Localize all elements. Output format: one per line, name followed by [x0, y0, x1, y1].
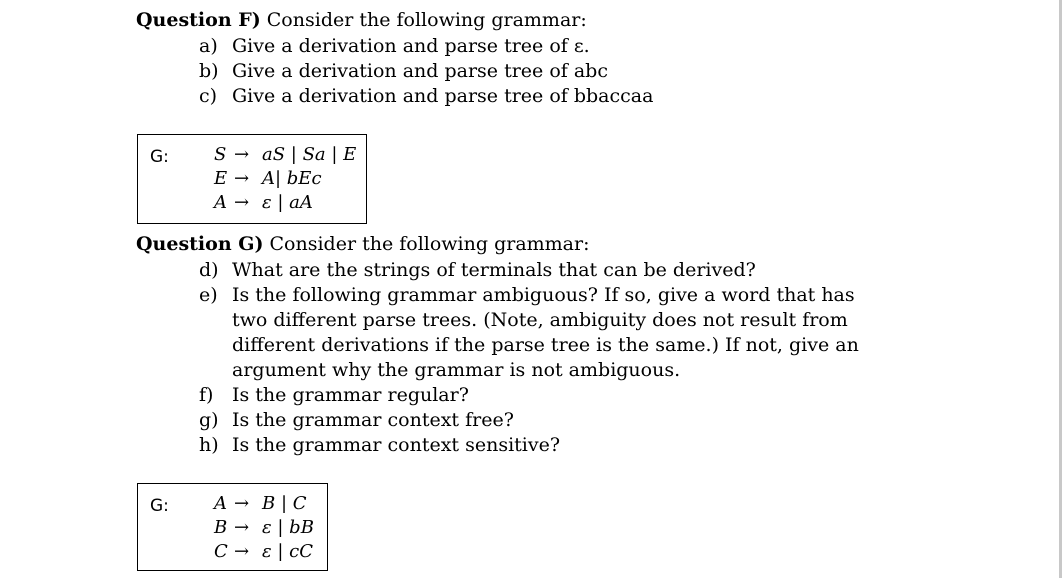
arrow-icon: → [234, 517, 250, 538]
arrow-icon: → [234, 168, 250, 189]
arrow-icon: → [234, 493, 250, 514]
item-marker: d) [199, 259, 219, 281]
item-marker: f) [199, 384, 214, 406]
grammar-box-g [137, 483, 328, 571]
item-marker: a) [199, 35, 218, 57]
list-item [199, 433, 872, 458]
question-f-intro: Consider the following grammar: [260, 9, 587, 31]
list-item [199, 283, 872, 383]
grammar-box-f [137, 134, 367, 224]
rule-lhs: E [214, 168, 228, 189]
arrow-icon: → [234, 541, 250, 562]
arrow-icon: → [234, 144, 250, 165]
rule-rhs: ε | bB [262, 517, 314, 538]
grammar-rules [214, 492, 314, 564]
rule-lhs: A [214, 192, 227, 213]
item-text: Is the following grammar ambiguous? If so, give a word that has two different parse trees. (Note, ambiguity does not result from different derivations if the parse tree is the same.) If not, give an argument why the grammar is not ambiguous. [232, 284, 859, 381]
question-g-intro: Consider the following grammar: [263, 233, 590, 255]
list-item [199, 84, 653, 109]
question-g-heading [136, 232, 590, 257]
question-g-label: Question G) [136, 233, 264, 255]
grammar-rule [214, 516, 314, 540]
list-item [199, 408, 872, 433]
question-f-items [199, 34, 653, 109]
list-item [199, 258, 872, 283]
rule-rhs: B | C [262, 493, 307, 514]
list-item [199, 59, 653, 84]
rule-lhs: A [214, 493, 227, 514]
question-f-heading [136, 8, 587, 33]
rule-rhs: aS | Sa | E [262, 144, 357, 165]
item-marker: e) [199, 284, 218, 306]
grammar-label: G: [150, 496, 169, 516]
grammar-rule [214, 540, 314, 564]
item-text: What are the strings of terminals that can be derived? [232, 259, 756, 281]
grammar-rule [214, 143, 356, 167]
item-marker: c) [199, 85, 218, 107]
item-text: Give a derivation and parse tree of ε. [232, 35, 590, 57]
rule-lhs: S [214, 144, 227, 165]
rule-rhs: A| bEc [262, 168, 322, 189]
item-marker: b) [199, 60, 219, 82]
grammar-rules [214, 143, 356, 215]
list-item [199, 34, 653, 59]
grammar-rule [214, 191, 356, 215]
grammar-rule [214, 167, 356, 191]
item-marker: g) [199, 409, 219, 431]
rule-lhs: C [214, 541, 228, 562]
item-marker: h) [199, 434, 219, 456]
grammar-rule [214, 492, 314, 516]
item-text: Give a derivation and parse tree of bbaccaa [232, 85, 654, 107]
arrow-icon: → [234, 192, 250, 213]
item-text: Is the grammar regular? [232, 384, 469, 406]
grammar-label: G: [150, 147, 169, 167]
list-item [199, 383, 872, 408]
question-f-label: Question F) [136, 9, 261, 31]
item-text: Is the grammar context free? [232, 409, 514, 431]
item-text: Is the grammar context sensitive? [232, 434, 561, 456]
rule-rhs: ε | cC [262, 541, 314, 562]
question-g-items [199, 258, 872, 458]
rule-lhs: B [214, 517, 228, 538]
item-text: Give a derivation and parse tree of abc [232, 60, 608, 82]
rule-rhs: ε | aA [262, 192, 313, 213]
